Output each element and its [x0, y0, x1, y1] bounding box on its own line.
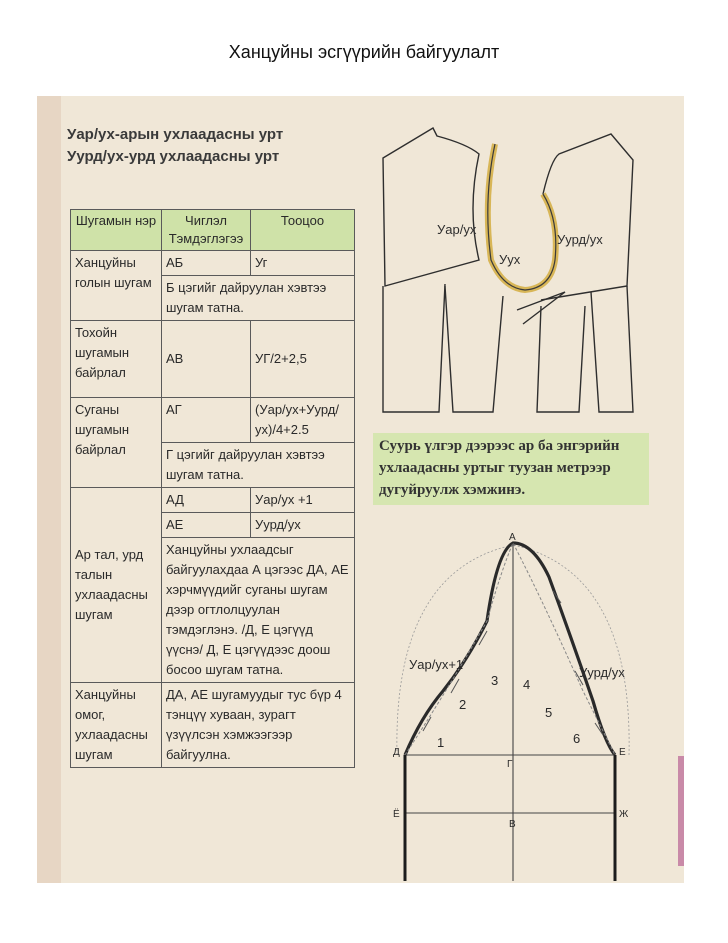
- header-direction: Чиглэл Тэмдэглэгээ: [162, 210, 251, 251]
- row-direction: АБ: [162, 251, 251, 276]
- row-name: Тохойн шугамын байрлал: [71, 321, 162, 398]
- point-label-e: Е: [619, 747, 626, 758]
- label-back-cap: Уар/ух+1: [409, 657, 464, 672]
- header-line-name: Шугамын нэр: [71, 210, 162, 251]
- intro-definitions: [67, 124, 283, 168]
- table-header-row: [71, 210, 355, 251]
- header-calculation: Тооцоо: [251, 210, 355, 251]
- point-label-a: А: [509, 532, 516, 543]
- page-edge-strip: [37, 96, 61, 883]
- row-calc: Уар/ух +1: [251, 488, 355, 513]
- row-calc: (Уар/ух+Уурд/ ух)/4+2.5: [251, 398, 355, 443]
- point-label-yo: Ё: [393, 809, 400, 820]
- row-calc: Уурд/ух: [251, 513, 355, 538]
- row-direction: АВ: [162, 321, 251, 398]
- intro-line-back: Уар/ух-арын ухлаадасны урт: [67, 126, 284, 143]
- division-label: 3: [491, 673, 499, 688]
- sleeve-figure: [383, 531, 643, 881]
- row-direction: АГ: [162, 398, 251, 443]
- intro-line-front: Уурд/ух-урд ухлаадасны урт: [67, 148, 280, 165]
- row-direction: АЕ: [162, 513, 251, 538]
- row-note: Б цэгийг дайруулан хэвтээ шугам татна.: [162, 276, 355, 321]
- row-note: Г цэгийг дайруулан хэвтээ шугам татна.: [162, 443, 355, 488]
- label-armhole: Уух: [499, 252, 521, 267]
- label-back-armhole: Уар/ух: [437, 222, 477, 237]
- table-row: [71, 251, 355, 276]
- point-label-g: Г: [507, 759, 513, 770]
- row-note: ДА, АЕ шугамуудыг тус бүр 4 тэнцүү хуваан, зурагт үзүүлсэн хэмжээгээр байгуулна.: [162, 683, 355, 768]
- point-label-v: В: [509, 819, 516, 830]
- division-label: 6: [573, 731, 581, 746]
- row-note: Ханцуйны ухлаадсыг байгуулахдаа А цэгээс ДА, АЕ хэрчмүүдийг суганы шугам дээр огтлолцуулан тэмдэглэнэ. /Д, Е цэгүүд үүснэ/ Д, Е цэгүүдээс доош босоо шугам татна.: [162, 538, 355, 683]
- table-row: [71, 683, 355, 768]
- table-row: [71, 488, 355, 513]
- row-name: Ханцуйны голын шугам: [71, 251, 162, 321]
- table-row: [71, 321, 355, 398]
- row-name: Ар тал, урд талын ухлаадасны шугам: [71, 488, 162, 683]
- scanned-page: [37, 96, 684, 883]
- division-label: 4: [523, 677, 531, 692]
- point-label-zh: Ж: [619, 809, 629, 820]
- row-calc: Уг: [251, 251, 355, 276]
- note-box: Суурь үлгэр дээрээс ар ба энгэрийн ухлаадасны уртыг туузан метрээр дугуйруулж хэмжинэ.: [373, 433, 649, 505]
- page-title: Ханцуйны эсгүүрийн байгуулалт: [228, 42, 500, 62]
- row-calc: УГ/2+2,5: [251, 321, 355, 398]
- division-label: 2: [459, 697, 467, 712]
- bodice-figure: [375, 110, 640, 420]
- label-front-armhole: Уурд/ух: [557, 232, 603, 247]
- row-name: Суганы шугамын байрлал: [71, 398, 162, 488]
- label-front-cap: Уурд/ух: [579, 665, 625, 680]
- division-label: 1: [437, 735, 445, 750]
- row-name: Ханцуйны омог, ухлаадасны шугам: [71, 683, 162, 768]
- calculation-table: [70, 209, 355, 768]
- table-row: [71, 398, 355, 443]
- point-label-d: Д: [393, 747, 400, 758]
- division-label: 5: [545, 705, 553, 720]
- page-edge-marker: [678, 756, 684, 866]
- row-direction: АД: [162, 488, 251, 513]
